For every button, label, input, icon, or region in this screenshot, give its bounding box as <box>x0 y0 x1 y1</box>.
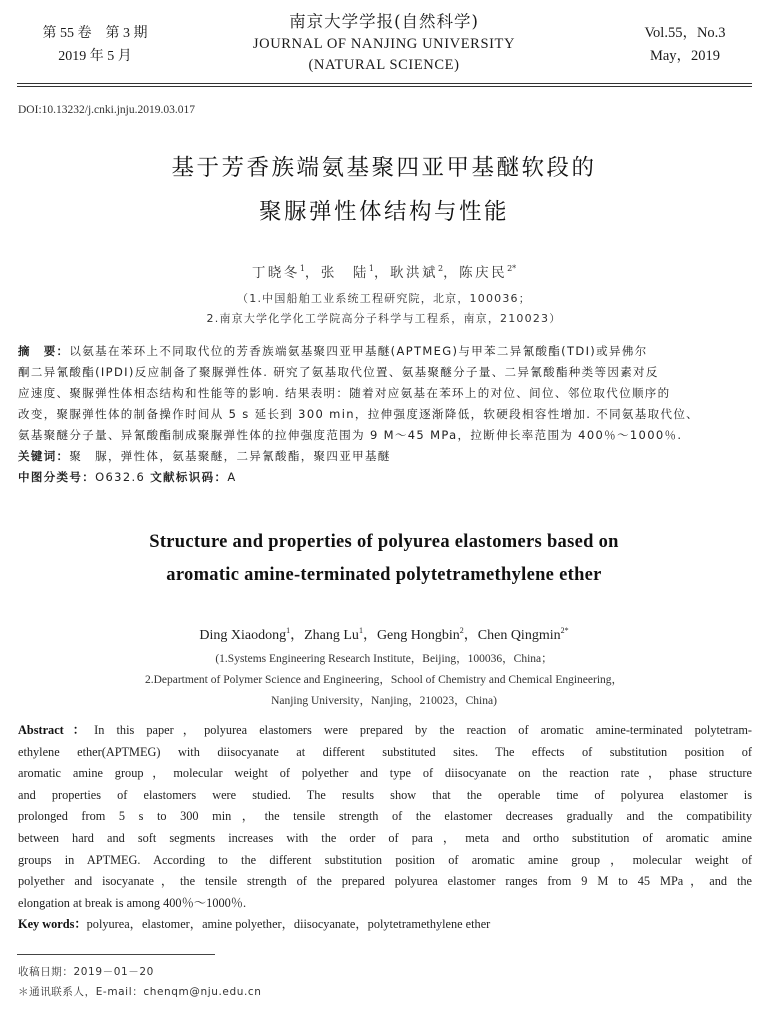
abstract-en-line: ethylene ether(APTMEG) with diisocyanate at different substituted sites. The effects of substitution position of <box>18 744 752 759</box>
affiliation-cn-2: 2.南京大学化学化工学院高分子科学与工程系，南京，210023） <box>206 312 562 325</box>
abstract-en-line: polyether and isocyanate，the tensile strength of the prepared polyurea elastomer ranges from 9 M to 45 MPa，and the <box>18 874 752 889</box>
author-cn: 陈庆民 <box>459 265 508 281</box>
author-sup: 2 <box>438 264 444 273</box>
author-cn: 耿洪斌 <box>390 265 438 281</box>
date-cn: 2019 年 5 月 <box>58 49 132 64</box>
clc-number: 中图分类号：O632.6 <box>18 470 146 484</box>
title-en-line-2: aromatic amine-terminated polytetramethylene ether <box>166 565 602 585</box>
abstract-en <box>18 720 752 936</box>
author-cn: 丁晓冬 <box>251 265 300 281</box>
keywords-cn-label: 关键词： <box>18 449 70 463</box>
received-date: 收稿日期：2019－01－20 <box>18 966 154 978</box>
author-sup: 1 <box>358 626 363 635</box>
author-en: Zhang Lu <box>304 628 359 643</box>
doi[interactable]: DOI:10.13232/j.cnki.jnju.2019.03.017 <box>18 104 195 116</box>
author-en: Chen Qingmin <box>477 628 561 643</box>
volume-issue-cn: 第 55 卷 第 3 期 <box>42 26 148 41</box>
journal-subtitle-en: (NATURAL SCIENCE) <box>308 57 460 73</box>
abstract-en-line: elongation at break is among 400％～1000％. <box>18 895 247 910</box>
abstract-cn-label: 摘 要： <box>18 344 70 358</box>
keywords-cn <box>18 446 750 467</box>
issue-info-en <box>610 22 760 68</box>
abstract-en-line: groups in APTMEG. According to the different substitution position of aromatic amine group，molecular weight of <box>18 852 752 867</box>
author-sup: 2* <box>507 264 517 273</box>
author-sup: 2 <box>459 626 464 635</box>
document-code: 文献标识码：A <box>150 470 237 484</box>
title-cn-line-2: 聚脲弹性体结构与性能 <box>258 199 509 225</box>
abstract-en-line: prolonged from 5 s to 300 min，the tensile strength of the elastomer decreases gradually and the compatibility <box>18 809 752 824</box>
footnotes <box>18 962 262 1002</box>
abstract-cn-line: 摘 要：以氨基在苯环上不同取代位的芳香族端氨基聚四亚甲基醚(APTMEG)与甲苯二异氰酸酯(TDI)或异佛尔 <box>18 344 648 358</box>
authors-cn: 丁晓冬$^1$，张 陆$^1$，耿洪斌$^2$，陈庆民$^{2*}$ <box>251 264 517 281</box>
abstract-en-line: aromatic amine group，molecular weight of polyether and type of diisocyanate on the reaction rate，phase structure <box>18 766 752 781</box>
affiliation-en-3: Nanjing University，Nanjing，210023，China) <box>271 695 497 707</box>
abstract-en-line: between hard and soft segments increases with the order of para，meta and ortho substitution of aromatic amine <box>18 830 752 845</box>
title-en-line-1: Structure and properties of polyurea elastomers based on <box>149 532 619 552</box>
volume-issue-en: Vol.55，No.3 <box>644 25 726 41</box>
affiliations-cn <box>0 289 768 329</box>
author-sup: 2* <box>560 626 569 635</box>
authors-en: Ding Xiaodong$^1$，Zhang Lu$^1$，Geng Hongbin$^2$，Chen Qingmin$^{2*}$ <box>199 626 569 643</box>
title-cn <box>0 146 768 234</box>
author-sup: 1 <box>368 264 374 273</box>
affiliation-en-1: (1.Systems Engineering Research Institute，Beijing，100036，China； <box>215 653 553 665</box>
journal-masthead <box>200 10 568 76</box>
abstract-cn-line: 氨基聚醚分子量、异氰酸酯制成聚脲弹性体的拉伸强度范围为 9 M～45 MPa，拉断伸长率范围为 400％～1000％. <box>18 428 683 442</box>
affiliation-en-2: 2.Department of Polymer Science and Engineering，School of Chemistry and Chemical Engineering， <box>144 674 624 686</box>
date-en: May，2019 <box>649 48 721 64</box>
abstract-cn-line: 酮二异氰酸酯(IPDI)反应制备了聚脲弹性体. 研究了氨基取代位置、氨基聚醚分子量、二异氰酸酯种类等因素对反 <box>18 365 659 379</box>
author-en: Geng Hongbin <box>376 628 460 643</box>
keywords-en <box>18 914 752 936</box>
affiliation-cn-1: （1.中国船舶工业系统工程研究院，北京，100036； <box>237 292 531 305</box>
classification-row <box>18 467 750 488</box>
footnote-rule <box>17 954 215 955</box>
keywords-en-value: polyurea，elastomer，amine polyether，diisocyanate，polytetramethylene ether <box>86 917 491 932</box>
abstract-cn-line: 改变，聚脲弹性体的制备操作时间从 5 s 延长到 300 min，拉伸强度逐渐降低，软硬段相容性增加. 不同氨基取代位、 <box>18 407 700 421</box>
author-en: Ding Xiaodong <box>199 628 287 643</box>
author-sup: 1 <box>286 626 291 635</box>
author-cn: 张 陆 <box>320 265 369 281</box>
title-cn-line-1: 基于芳香族端氨基聚四亚甲基醚软段的 <box>171 155 597 181</box>
corresponding-author-email[interactable]: ＊通讯联系人，E-mail：chenqm@nju.edu.cn <box>18 986 262 998</box>
keywords-en-label: Key words： <box>18 917 87 932</box>
abstract-cn <box>18 341 750 488</box>
keywords-cn-value: 聚 脲，弹性体，氨基聚醚，二异氰酸酯，聚四亚甲基醚 <box>69 449 391 463</box>
journal-name-en: JOURNAL OF NANJING UNIVERSITY <box>252 36 516 52</box>
abstract-en-label: Abstract： <box>18 723 95 737</box>
author-sup: 1 <box>299 264 305 273</box>
journal-name-cn: 南京大学学报(自然科学) <box>289 12 479 31</box>
title-en <box>0 526 768 592</box>
abstract-en-line: Abstract：In this paper，polyurea elastomers were prepared by the reaction of aromatic amine-terminated polytetram- <box>18 723 752 737</box>
affiliations-en <box>0 649 768 712</box>
header-double-rule <box>17 83 752 87</box>
abstract-en-line: and properties of elastomers were studied. The results show that the operable time of polyurea elastomer is <box>18 787 752 802</box>
issue-info-cn <box>20 22 170 68</box>
abstract-cn-line: 应速度、聚脲弹性体相态结构和性能等的影响. 结果表明：随着对应氨基在苯环上的对位、间位、邻位取代位顺序的 <box>18 386 671 400</box>
